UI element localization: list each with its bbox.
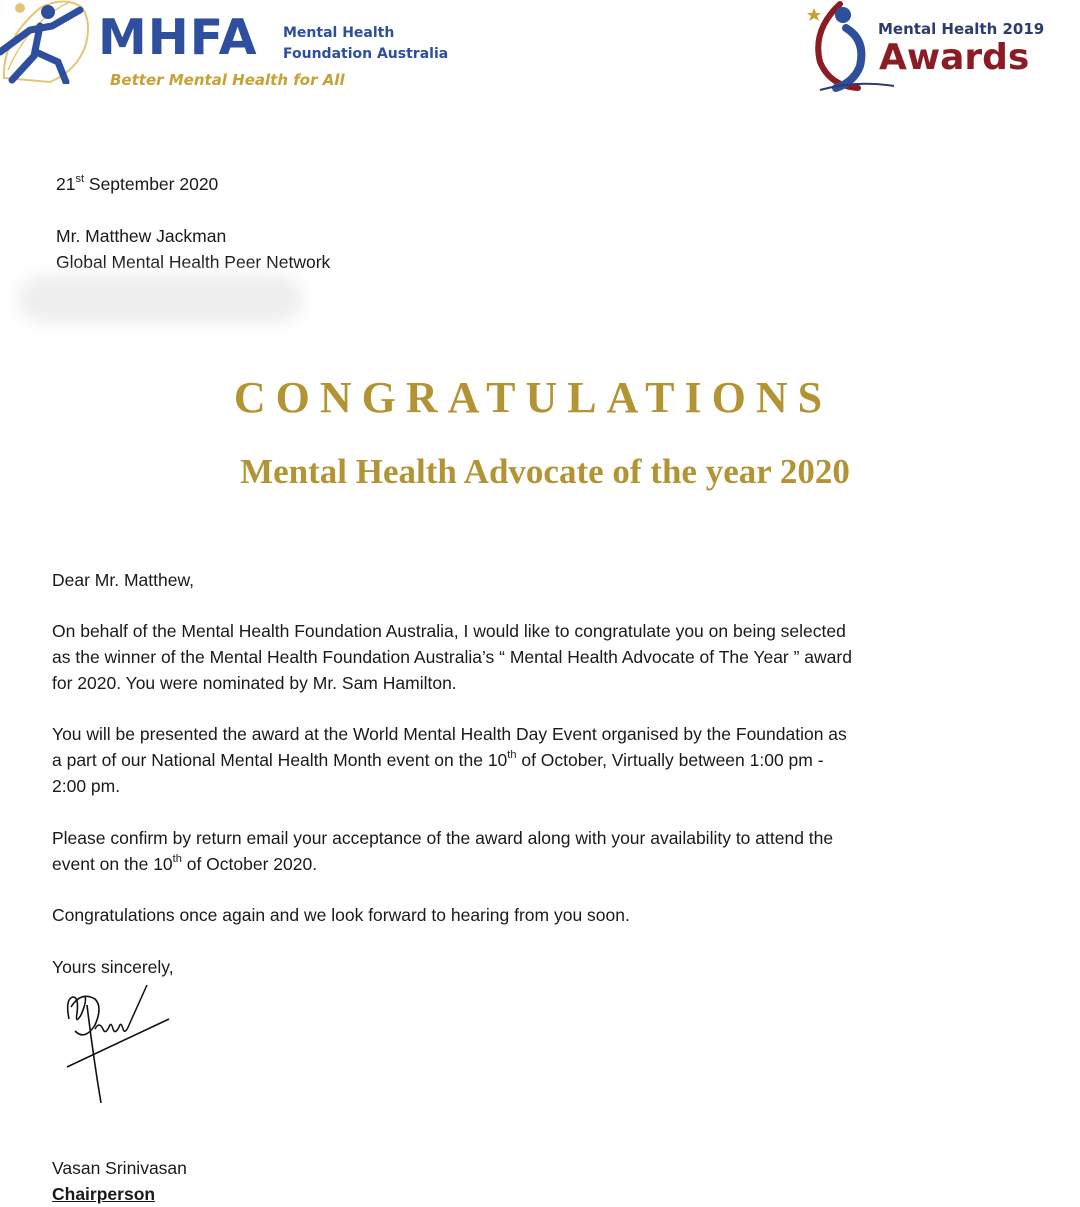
award-title: Mental Health Advocate of the year 2020 — [240, 452, 850, 491]
tagline: Better Mental Health for All — [110, 71, 345, 89]
body-paragraph-4: Congratulations once again and we look forward to hearing from you soon. — [52, 905, 630, 925]
handwritten-signature — [55, 985, 175, 1105]
logo-wordmark: MHFA — [98, 9, 258, 66]
awards-year-label: Mental Health 2019 — [878, 20, 1045, 38]
recipient-name: Mr. Matthew Jackman — [56, 226, 227, 246]
closing-line: Yours sincerely, — [52, 957, 174, 977]
signatory-name: Vasan Srinivasan — [52, 1158, 187, 1178]
redacted-address — [18, 275, 303, 323]
body-paragraph-3: Please confirm by return email your acceptance of the award along with your availability to attend the event on the 10th of October 2020. — [52, 828, 834, 874]
salutation: Dear Mr. Matthew, — [52, 570, 194, 590]
letter-date: 21st September 2020 — [56, 173, 219, 194]
congratulations-heading: CONGRATULATIONS — [233, 373, 833, 422]
recipient-organization: Global Mental Health Peer Network — [56, 252, 331, 272]
mhfa-figure-logo — [0, 0, 96, 84]
body-paragraph-1: On behalf of the Mental Health Foundation Australia, I would like to congratulate you on being selected as the winner of the Mental Health Foundation Australia’s “ Mental Health Advocate of The Year ” award for 2020. You were nominated by Mr. Sam Hamilton. — [52, 621, 852, 693]
org-name-line1: Mental Health — [283, 25, 395, 41]
awards-title: Awards — [879, 37, 1030, 78]
body-paragraph-2: You will be presented the award at the World Mental Health Day Event organised by the Foundation as a part of our National Mental Health Month event on the 10th of October, Virtually between 1:00 pm - 2:00 pm. — [52, 724, 847, 796]
signatory-title: Chairperson — [52, 1184, 156, 1204]
org-name-line2: Foundation Australia — [283, 46, 449, 62]
